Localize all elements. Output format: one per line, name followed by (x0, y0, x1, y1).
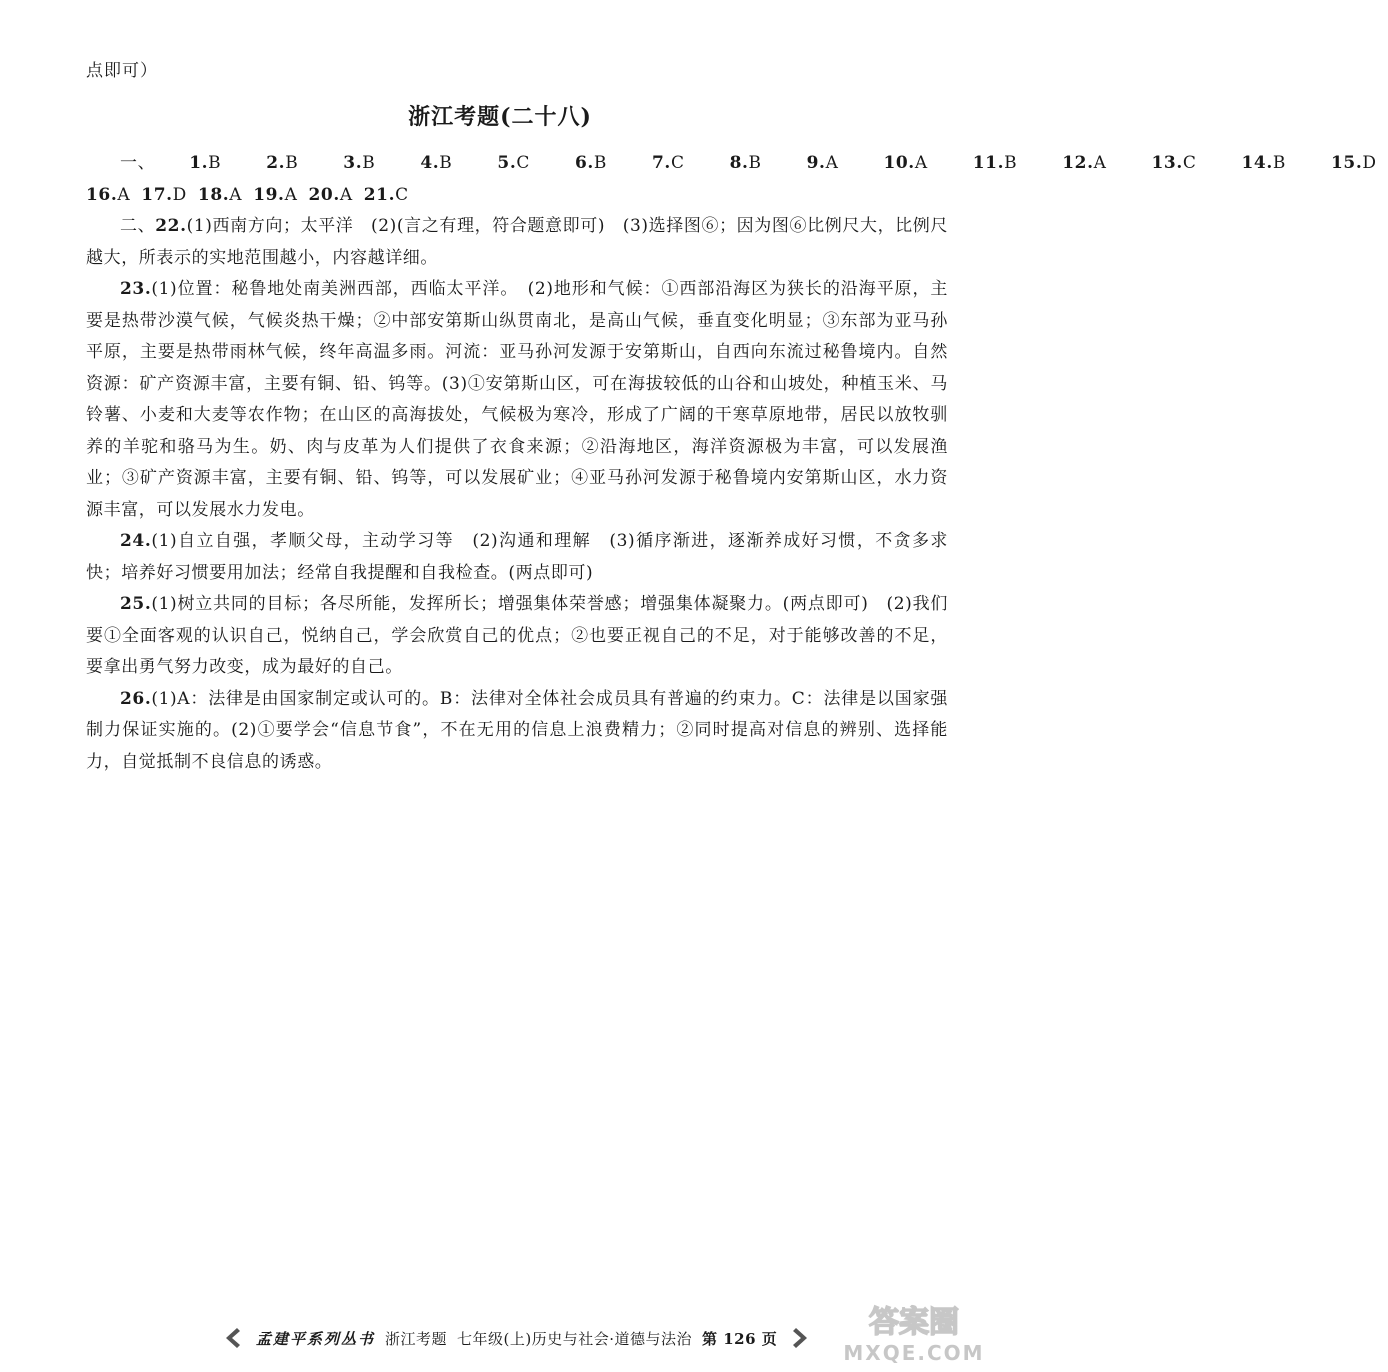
mc-answer-item (541, 148, 607, 180)
mc-answer-letter: B (593, 153, 607, 173)
mc-answer-letter: A (1093, 153, 1107, 173)
mc-answer-letter: B (362, 153, 376, 173)
mc-answer-letter: A (825, 153, 839, 173)
mc-answer-letter: B (439, 153, 453, 173)
mc-answer-item (253, 180, 297, 212)
mc-answer-number: 21. (363, 184, 396, 205)
mc-answers-line-1 (86, 148, 1377, 180)
mc-line2-items (86, 185, 420, 205)
mc-answer-letter: C (1182, 153, 1197, 173)
mc-answer-item (939, 148, 1017, 180)
mc-answer-letter: C (395, 184, 409, 205)
mc-answer-number: 20. (308, 184, 340, 205)
mc-answer-item (308, 180, 352, 212)
mc-answer-number: 15. (1330, 153, 1363, 173)
mc-answer-letter: D (1362, 153, 1377, 173)
page-title: 浙江考题(二十八) (408, 104, 592, 130)
mc-answer-number: 19. (253, 184, 285, 205)
mc-answer-item (386, 148, 452, 180)
mc-answer-number: 4. (420, 153, 440, 173)
mc-answer-item (773, 148, 839, 180)
mc-answer-item (1208, 148, 1286, 180)
answer-content (86, 148, 1377, 778)
mc-answer-item (86, 180, 130, 212)
footer-grade: 七年级(上)历史与社会·道德与法治 (457, 1329, 693, 1348)
mc-answer-number: 10. (883, 153, 915, 173)
mc-answer-number: 16. (86, 184, 118, 205)
q23-number: 23. (120, 279, 152, 299)
q22-answer (86, 211, 948, 274)
section-prefix-two: 二、 (120, 216, 156, 236)
q25-text: (1)树立共同的目标；各尽所能，发挥所长；增强集体荣誉感；增强集体凝聚力。(两点即可) (2)我们要①全面客观的认识自己，悦纳自己，学会欣赏自己的优点；②也要正视自己的不足，对于能够改善的不足，要拿出勇气努力改变，成为最好的自己。 (86, 594, 948, 677)
continuation-text: 点即可） (86, 61, 158, 81)
mc-answer-item (463, 148, 530, 180)
mc-answer-number: 1. (189, 153, 209, 173)
mc-answer-letter: B (208, 153, 222, 173)
mc-answer-item (141, 180, 187, 212)
mc-answer-number: 12. (1062, 153, 1094, 173)
q26-text: (1)A：法律是由国家制定或认可的。B：法律对全体社会成员具有普遍的约束力。C：法律是以国家强制力保证实施的。(2)①要学会“信息节食”，不在无用的信息上浪费精力；②同时提高对信息的辨别、选择能力，自觉抵制不良信息的诱惑。 (86, 688, 948, 772)
mc-answer-letter: A (914, 153, 928, 173)
mc-answer-number: 13. (1151, 153, 1183, 173)
mc-answer-item (1118, 148, 1197, 180)
watermark-logo (836, 1296, 992, 1368)
q25-answer (86, 589, 948, 684)
mc-answer-item (198, 180, 242, 212)
q26-answer (86, 684, 948, 779)
q23-text: (1)位置：秘鲁地处南美洲西部，西临太平洋。 (2)地形和气候：①西部沿海区为狭长的沿海平原，主要是热带沙漠气候，气候炎热干燥；②中部安第斯山纵贯南北，是高山气候，垂直变化明显；③东部为亚马孙平原，主要是热带雨林气候，终年高温多雨。河流：亚马孙河发源于安第斯山，自西向东流过秘鲁境内。自然资源：矿产资源丰富，主要有铜、铅、钨等。(3)①安第斯山区，可在海拔较低的山谷和山坡处，种植玉米、马铃薯、小麦和大麦等农作物；在山区的高海拔处，气候极为寒冷，形成了广阔的干寒草原地带，居民以放牧驯养的羊驼和骆马为生。奶、肉与皮革为人们提供了衣食来源；②沿海地区，海洋资源极为丰富，可以发展渔业；③矿产资源丰富，主要有铜、铅、钨等，可以发展矿业；④亚马孙河发源于秘鲁境内安第斯山区，水力资源丰富，可以发展水力发电。 (86, 279, 948, 520)
mc-answer-item (696, 148, 762, 180)
mc-answer-letter: B (1272, 153, 1286, 173)
mc-answer-letter: A (117, 184, 131, 205)
mc-answer-item (309, 148, 375, 180)
q26-number: 26. (120, 688, 152, 709)
footer-page-number: 第 126 页 (702, 1329, 778, 1348)
mc-answer-number: 5. (497, 153, 517, 173)
mc-answer-item (849, 148, 927, 180)
mc-answer-number: 17. (141, 184, 173, 205)
mc-answer-number: 6. (574, 153, 594, 173)
mc-answers-line-2 (86, 180, 948, 212)
mc-answer-number: 3. (343, 153, 363, 173)
q25-number: 25. (120, 594, 152, 614)
chevron-right-icon (787, 1325, 813, 1351)
mc-answer-item (1028, 148, 1106, 180)
section-prefix-one: 一、 (120, 153, 156, 173)
mc-answer-letter: C (516, 153, 530, 173)
mc-answer-item (232, 148, 298, 180)
mc-answer-letter: A (339, 184, 353, 205)
mc-answer-letter: D (172, 184, 187, 205)
mc-answer-letter: A (229, 184, 243, 205)
mc-answer-letter: C (670, 153, 685, 173)
mc-answer-number: 18. (197, 184, 230, 205)
q23-answer (86, 274, 948, 526)
mc-answer-number: 2. (266, 153, 286, 173)
mc-answer-number: 7. (652, 153, 671, 173)
mc-answer-item (155, 148, 221, 180)
q24-answer (86, 526, 948, 589)
mc-answer-item (1297, 148, 1377, 180)
footer-series: 孟建平系列丛书 (256, 1329, 376, 1348)
footer-book: 浙江考题 (385, 1329, 448, 1348)
mc-answer-number: 11. (972, 153, 1005, 173)
mc-answer-number: 9. (806, 153, 826, 173)
mc-answer-letter: B (1004, 153, 1018, 173)
q24-text: (1)自立自强，孝顺父母，主动学习等 (2)沟通和理解 (3)循序渐进，逐渐养成好习惯，不贪多求快；培养好习惯要用加法；经常自我提醒和自我检查。(两点即可) (86, 531, 948, 583)
mc-answer-letter: B (748, 153, 762, 173)
mc-answer-number: 14. (1241, 153, 1273, 173)
q24-number: 24. (120, 531, 152, 551)
chevron-left-icon (220, 1325, 246, 1351)
mc-answer-letter: A (284, 184, 298, 205)
mc-answer-item (618, 148, 685, 180)
watermark-top-text: 答案圈 (869, 1305, 959, 1340)
mc-answer-letter: B (285, 153, 299, 173)
mc-answer-number: 8. (729, 153, 749, 173)
mc-answer-item (364, 180, 409, 212)
q22-text: (1)西南方向；太平洋 (2)(言之有理，符合题意即可) (3)选择图⑥；因为图⑥比例尺大，比例尺越大，所表示的实地范围越小，内容越详细。 (86, 216, 949, 268)
q22-number: 22. (155, 216, 187, 236)
page-footer (220, 1318, 820, 1358)
watermark-bottom-text: MXQE.COM (843, 1341, 985, 1365)
mc-line1-items (155, 153, 1387, 173)
